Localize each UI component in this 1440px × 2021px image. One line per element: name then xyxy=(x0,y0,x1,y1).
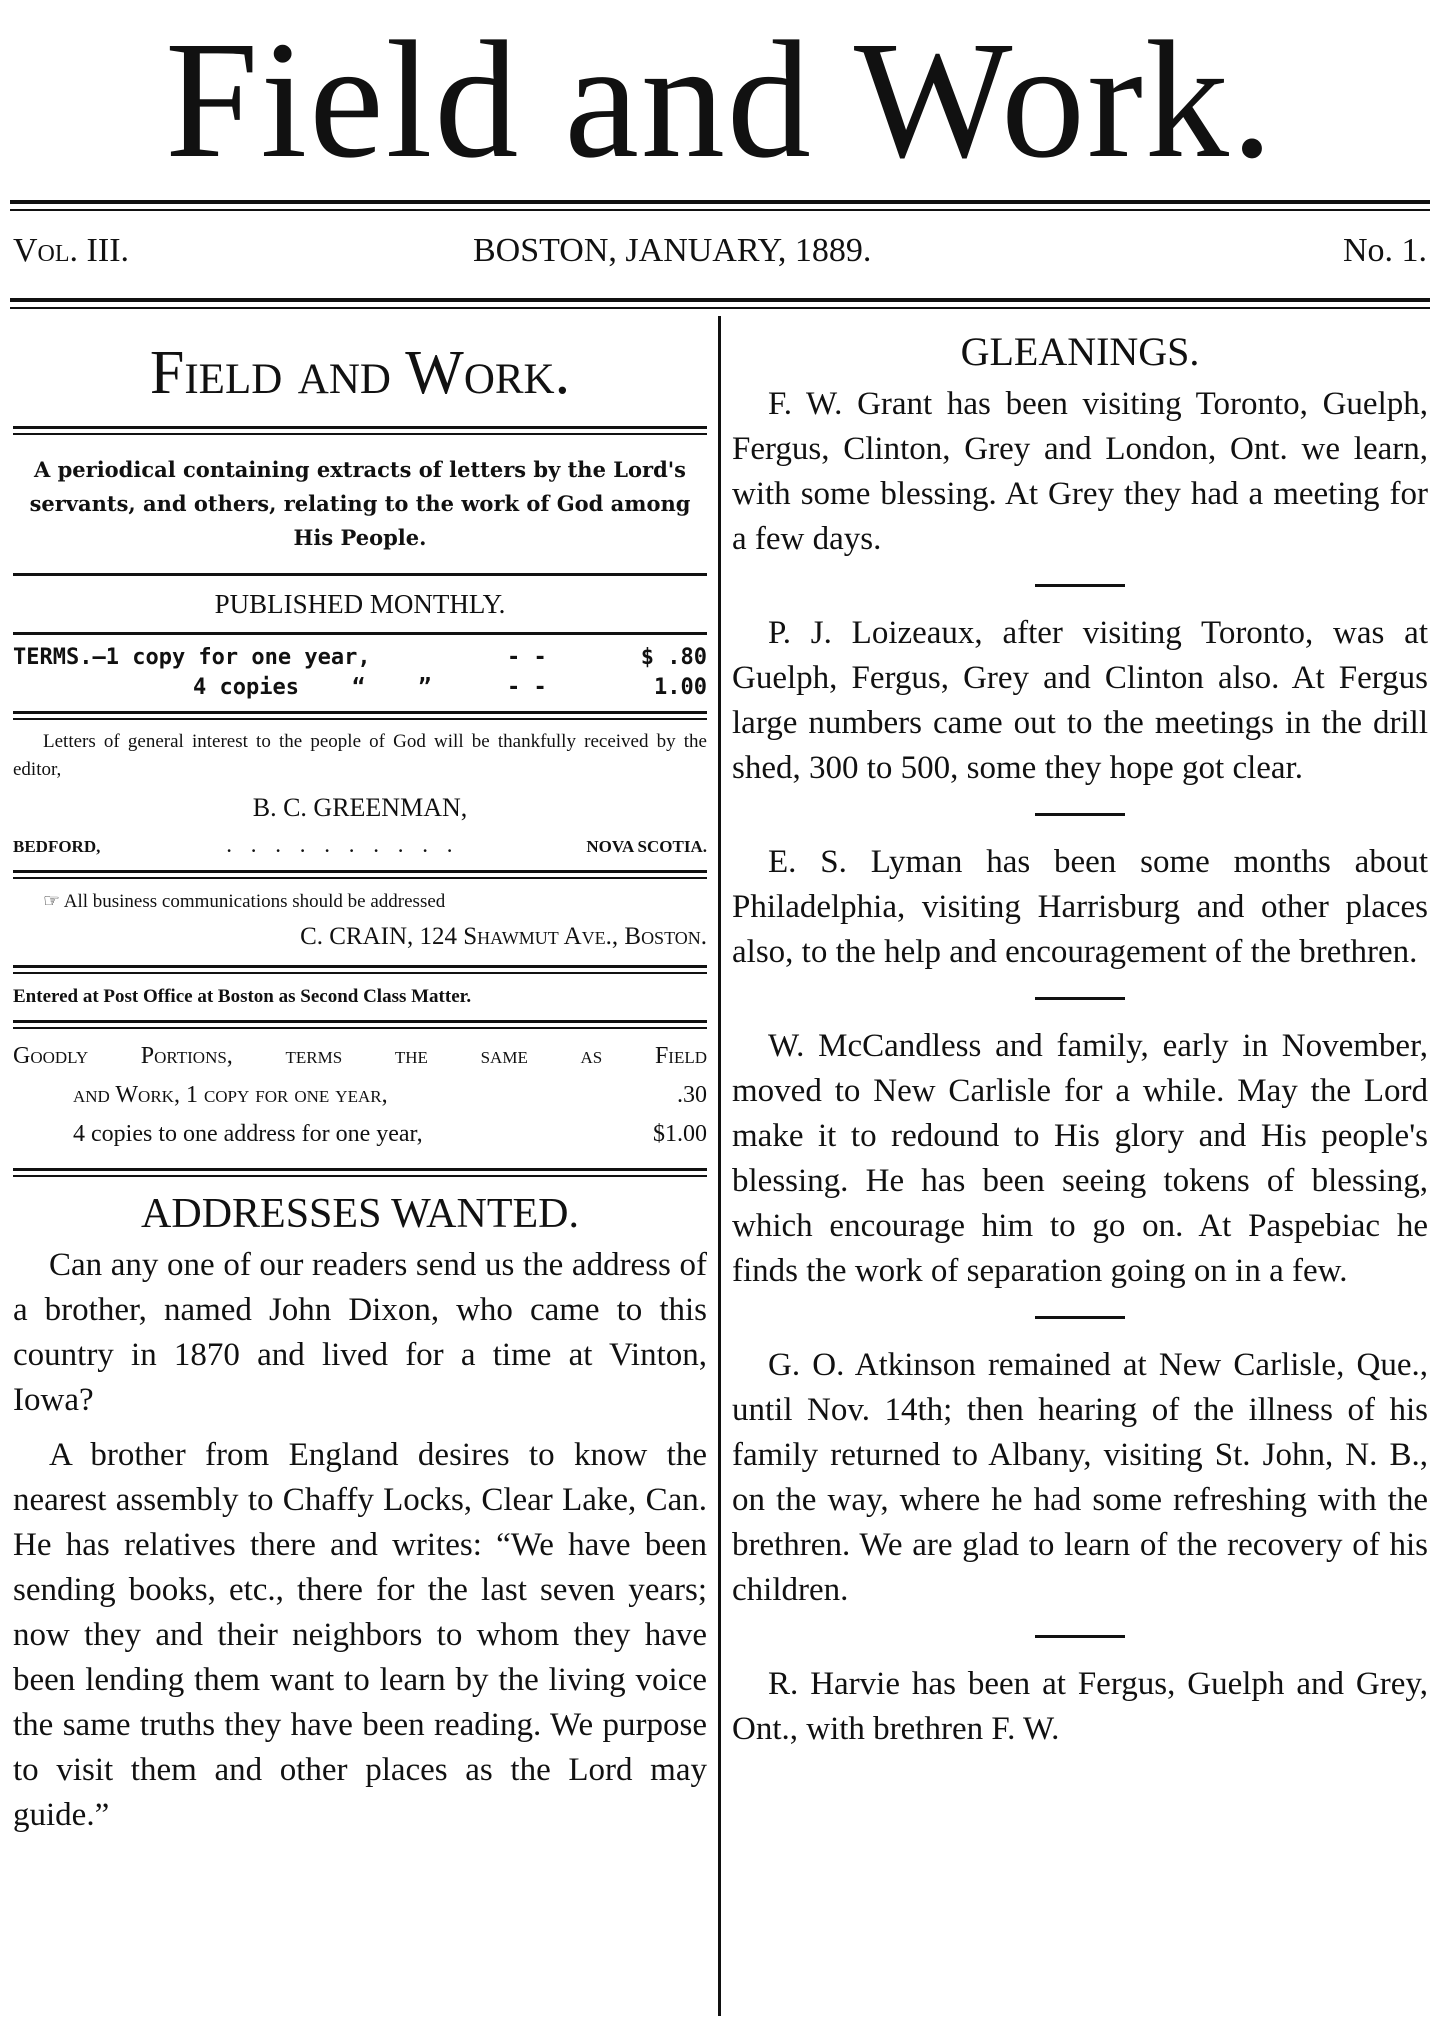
gleaning-item: R. Harvie has been at Fergus, Guelph and Grey, Ont., with brethren F. W. xyxy=(732,1666,1428,1747)
separator-rule xyxy=(1035,997,1125,1000)
masthead-rule xyxy=(10,200,1430,211)
gleaning-item: G. O. Atkinson remained at New Carlisle, Que., until Nov. 14th; then hearing of the illness of his family returned to Albany, visiting St. John, N. B., on the way, where he had some refreshing with the brethren. We are glad to learn of the recovery of his children. xyxy=(732,1347,1428,1608)
column-divider xyxy=(718,316,721,2016)
terms-price: $ .80 xyxy=(640,645,707,670)
letters-note: Letters of general interest to the people of God will be thankfully received by the editor, xyxy=(13,731,707,780)
place-date: BOSTON, JANUARY, 1889. xyxy=(473,232,872,269)
terms-row xyxy=(13,673,707,703)
separator-rule xyxy=(1035,1316,1125,1319)
divider-rule xyxy=(13,965,707,974)
gleaning-item: F. W. Grant has been visiting Toronto, Guelph, Fergus, Clinton, Grey and London, Ont. we learn, with some blessing. At Grey they had a meeting for a few days. xyxy=(732,386,1428,557)
separator-rule xyxy=(1035,1635,1125,1638)
editor-name: B. C. GREENMAN, xyxy=(252,793,468,822)
gleaning-item: E. S. Lyman has been some months about Philadelphia, visiting Harrisburg and other places also, to the help and encouragement of the brethren. xyxy=(732,844,1428,970)
editor-region: NOVA SCOTIA. xyxy=(586,837,707,856)
entered-notice: Entered at Post Office at Boston as Second Class Matter. xyxy=(13,986,472,1007)
volume: Vol. III. xyxy=(13,232,130,269)
issue-line xyxy=(13,232,1427,282)
addresses-body xyxy=(13,1243,707,1838)
goodly-portions xyxy=(13,1037,707,1154)
separator-rule xyxy=(1035,813,1125,816)
editor-address xyxy=(13,832,707,862)
right-column xyxy=(732,318,1428,1752)
divider-rule xyxy=(13,711,707,720)
addresses-heading: ADDRESSES WANTED. xyxy=(141,1191,579,1237)
divider-rule xyxy=(13,1168,707,1177)
separator-rule xyxy=(1035,584,1125,587)
divider-rule xyxy=(13,870,707,879)
gleanings-heading: GLEANINGS. xyxy=(960,329,1200,374)
published-monthly: PUBLISHED MONTHLY. xyxy=(214,589,506,619)
issue-rule xyxy=(10,298,1430,309)
terms-label: 4 copies “ ” xyxy=(193,675,432,700)
box-title: Field and Work. xyxy=(149,339,571,407)
terms-dashes: - - xyxy=(507,645,547,670)
goodly-price: .30 xyxy=(677,1082,707,1108)
terms-label: TERMS.—1 copy for one year, xyxy=(13,645,371,670)
business-address: C. CRAIN, 124 Shawmut Ave., Boston. xyxy=(300,923,707,950)
divider-rule xyxy=(13,632,707,635)
divider-rule xyxy=(13,573,707,576)
goodly-line xyxy=(13,1115,707,1154)
goodly-line xyxy=(13,1076,707,1115)
goodly-price: $1.00 xyxy=(653,1121,707,1147)
goodly-text: 4 copies to one address for one year, xyxy=(73,1121,423,1147)
gleanings-body xyxy=(732,382,1428,1752)
divider-rule xyxy=(13,1020,707,1029)
gleaning-item: P. J. Loizeaux, after visiting Toronto, was at Guelph, Fergus, Grey and Clinton also. At Fergus large numbers came out to the meetings in the drill shed, 300 to 500, some they hope got clear. xyxy=(732,615,1428,786)
gleaning-item: W. McCandless and family, early in November, moved to New Carlisle for a while. May the Lord make it to redound to His glory and His people's blessing. He has been seeing tokens of blessing, which encourage him to go on. At Paspebiac he finds the work of separation going on in a few. xyxy=(732,1028,1428,1289)
terms-row xyxy=(13,643,707,673)
goodly-line: Goodly Portions, terms the same as Field xyxy=(13,1043,707,1069)
terms-dashes: - - xyxy=(507,675,547,700)
terms-price: 1.00 xyxy=(654,675,707,700)
left-column xyxy=(13,318,707,1838)
paragraph: A brother from England desires to know the nearest assembly to Chaffy Locks, Clear Lake, Can. He has relatives there and writes: “We have been sending books, etc., there for the last seven years; now they and their neighbors to whom they have been lending them want to learn by the living voice the same truths they have been reading. We purpose to visit them and other places as the Lord may guide.” xyxy=(13,1437,707,1833)
masthead-title: Field and Work. xyxy=(165,7,1275,193)
goodly-text: and Work, 1 copy for one year, xyxy=(73,1082,388,1108)
business-note: ☞ All business communications should be addressed xyxy=(43,891,446,912)
editor-place: BEDFORD, xyxy=(13,837,101,856)
divider-rule xyxy=(13,426,707,435)
issue-number: No. 1. xyxy=(1342,232,1427,269)
terms xyxy=(13,643,707,703)
editor-dots: . . . . . . . . . . xyxy=(227,837,460,856)
description: A periodical containing extracts of letters by the Lord's servants, and others, relating to the work of God among His People. xyxy=(29,457,691,550)
paragraph: Can any one of our readers send us the address of a brother, named John Dixon, who came to this country in 1870 and lived for a time at Vinton, Iowa? xyxy=(13,1247,707,1418)
